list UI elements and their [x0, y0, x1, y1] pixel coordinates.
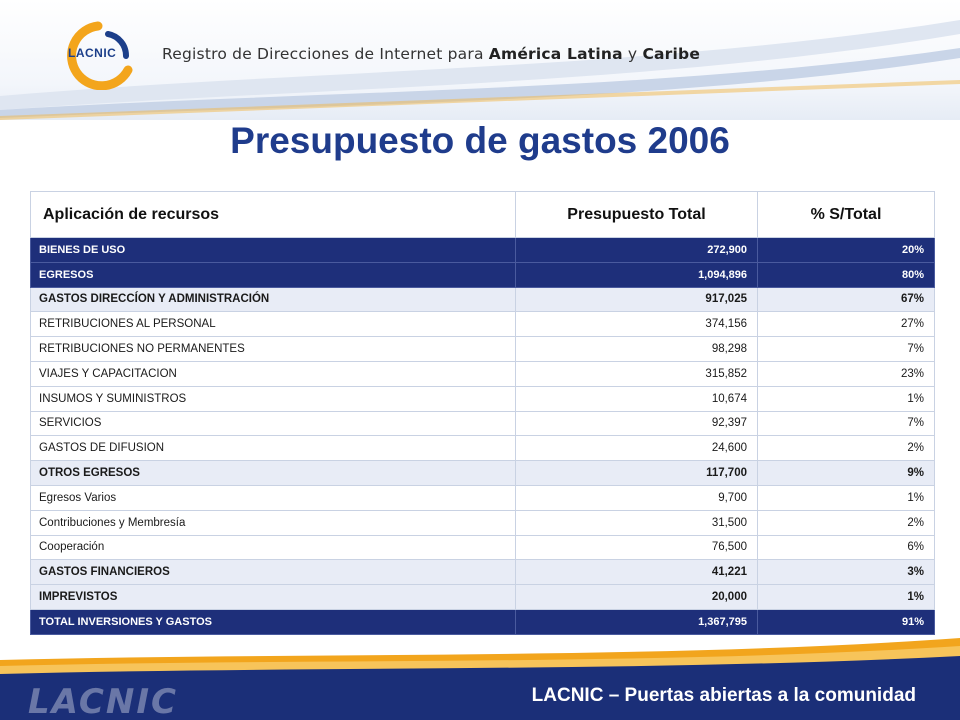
registry-tagline — [162, 45, 700, 63]
registry-region-1: América Latina — [488, 45, 623, 63]
registry-conjunction: y — [622, 45, 643, 63]
footer-logo-watermark: LACNIC — [28, 682, 178, 720]
cell-total: 917,025 — [516, 287, 758, 312]
cell-application: GASTOS FINANCIEROS — [31, 560, 516, 585]
cell-application: Egresos Varios — [31, 485, 516, 510]
cell-application: Cooperación — [31, 535, 516, 560]
cell-percent: 91% — [758, 609, 935, 634]
cell-percent: 27% — [758, 312, 935, 337]
header-banner — [0, 0, 960, 120]
cell-total: 1,094,896 — [516, 262, 758, 287]
table-row — [31, 361, 935, 386]
cell-percent: 1% — [758, 386, 935, 411]
cell-total: 31,500 — [516, 510, 758, 535]
cell-total: 9,700 — [516, 485, 758, 510]
cell-percent: 6% — [758, 535, 935, 560]
cell-percent: 23% — [758, 361, 935, 386]
logo-text: LACNIC — [68, 46, 117, 60]
cell-application: RETRIBUCIONES NO PERMANENTES — [31, 337, 516, 362]
cell-percent: 1% — [758, 585, 935, 610]
cell-percent: 7% — [758, 337, 935, 362]
column-header-application: Aplicación de recursos — [31, 192, 516, 238]
cell-application: Contribuciones y Membresía — [31, 510, 516, 535]
cell-application: INSUMOS Y SUMINISTROS — [31, 386, 516, 411]
table-row — [31, 535, 935, 560]
cell-percent: 2% — [758, 436, 935, 461]
cell-percent: 20% — [758, 238, 935, 263]
cell-total: 10,674 — [516, 386, 758, 411]
cell-total: 374,156 — [516, 312, 758, 337]
cell-total: 272,900 — [516, 238, 758, 263]
cell-total: 98,298 — [516, 337, 758, 362]
cell-percent: 9% — [758, 461, 935, 486]
column-header-percent: % S/Total — [758, 192, 935, 238]
cell-application: BIENES DE USO — [31, 238, 516, 263]
footer-banner — [0, 630, 960, 720]
cell-percent: 67% — [758, 287, 935, 312]
cell-application: RETRIBUCIONES AL PERSONAL — [31, 312, 516, 337]
cell-application: IMPREVISTOS — [31, 585, 516, 610]
cell-application: VIAJES Y CAPACITACION — [31, 361, 516, 386]
table-row — [31, 436, 935, 461]
cell-total: 41,221 — [516, 560, 758, 585]
table-row — [31, 510, 935, 535]
table-header-row — [31, 192, 935, 238]
footer-slogan: LACNIC – Puertas abiertas a la comunidad — [531, 685, 916, 706]
cell-total: 76,500 — [516, 535, 758, 560]
cell-application: GASTOS DE DIFUSION — [31, 436, 516, 461]
table-body — [31, 238, 935, 635]
cell-application: GASTOS DIRECCÍON Y ADMINISTRACIÓN — [31, 287, 516, 312]
cell-percent: 80% — [758, 262, 935, 287]
cell-application: EGRESOS — [31, 262, 516, 287]
cell-total: 92,397 — [516, 411, 758, 436]
cell-total: 20,000 — [516, 585, 758, 610]
table-row — [31, 238, 935, 263]
cell-application: TOTAL INVERSIONES Y GASTOS — [31, 609, 516, 634]
table-row — [31, 461, 935, 486]
budget-table — [30, 191, 935, 635]
table-row — [31, 411, 935, 436]
table-row — [31, 386, 935, 411]
table-row — [31, 585, 935, 610]
table-row — [31, 485, 935, 510]
cell-total: 315,852 — [516, 361, 758, 386]
cell-total: 24,600 — [516, 436, 758, 461]
table-row — [31, 337, 935, 362]
page-title: Presupuesto de gastos 2006 — [230, 120, 730, 161]
column-header-total: Presupuesto Total — [516, 192, 758, 238]
table-row — [31, 560, 935, 585]
table-row — [31, 312, 935, 337]
table-row — [31, 287, 935, 312]
cell-percent: 2% — [758, 510, 935, 535]
cell-percent: 7% — [758, 411, 935, 436]
cell-percent: 3% — [758, 560, 935, 585]
cell-total: 117,700 — [516, 461, 758, 486]
cell-application: SERVICIOS — [31, 411, 516, 436]
cell-percent: 1% — [758, 485, 935, 510]
table-row — [31, 262, 935, 287]
cell-total: 1,367,795 — [516, 609, 758, 634]
registry-prefix: Registro de Direcciones de Internet para — [162, 45, 489, 63]
registry-region-2: Caribe — [642, 45, 701, 63]
cell-application: OTROS EGRESOS — [31, 461, 516, 486]
